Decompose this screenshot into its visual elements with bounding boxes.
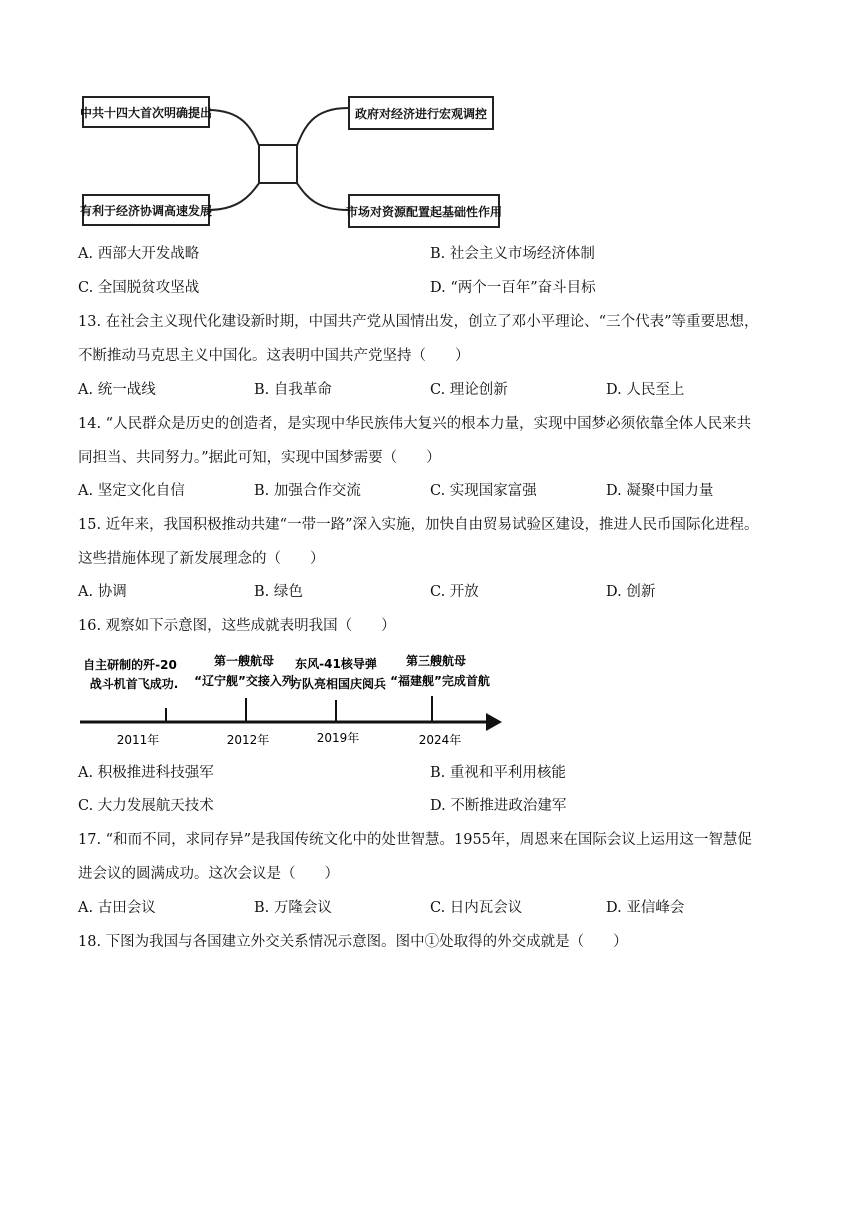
timeline-event-2019-line1: 东风-41核导弹 xyxy=(295,657,377,671)
timeline-year-2019: 2019年 xyxy=(316,731,360,745)
q15-option-a: A. 协调 xyxy=(78,584,127,600)
q12-option-d: D. “两个一百年”奋斗目标 xyxy=(430,280,596,296)
q14-option-c: C. 实现国家富强 xyxy=(430,483,537,499)
mindmap-figure xyxy=(82,88,502,238)
timeline-year-2012: 2012年 xyxy=(226,733,270,747)
q17-option-a: A. 古田会议 xyxy=(78,900,156,916)
q16-stem-line1: 16. 观察如下示意图，这些成就表明我国（ ） xyxy=(78,618,396,634)
q14-option-a: A. 坚定文化自信 xyxy=(78,483,185,499)
q14-stem-line1: 14. “人民群众是历史的创造者，是实现中华民族伟大复兴的根本力量，实现中国梦必须依靠全体人民来共 xyxy=(78,416,752,432)
timeline-event-2019 xyxy=(290,656,386,745)
timeline-arrow-icon xyxy=(486,713,502,731)
q13-option-a: A. 统一战线 xyxy=(78,382,156,398)
mindmap-node-top-left: 中共十四大首次明确提出 xyxy=(82,96,210,128)
timeline-event-2024-line2: “福建舰”完成首航 xyxy=(390,674,490,688)
q13-option-d: D. 人民至上 xyxy=(606,382,685,398)
mindmap-center-blank xyxy=(258,144,298,184)
q12-option-b: B. 社会主义市场经济体制 xyxy=(430,246,595,262)
q16-option-d: D. 不断推进政治建军 xyxy=(430,798,567,814)
timeline-event-2019-line2: 方队亮相国庆阅兵 xyxy=(289,677,387,691)
timeline-event-2011-line1: 自主研制的歼-20 xyxy=(83,658,177,672)
q13-stem-line2: 不断推动马克思主义中国化。这表明中国共产党坚持（ ） xyxy=(78,348,470,364)
timeline-event-2024 xyxy=(390,653,490,747)
q13-option-b: B. 自我革命 xyxy=(254,382,332,398)
q17-stem-line2: 进会议的圆满成功。这次会议是（ ） xyxy=(78,866,339,882)
timeline-event-2011-line2: 战斗机首飞成功. xyxy=(89,677,179,691)
q15-option-c: C. 开放 xyxy=(430,584,479,600)
q15-stem-line1: 15. 近年来，我国积极推动共建“一带一路”深入实施，加快自由贸易试验区建设，推进人民币国际化进程。 xyxy=(78,517,759,533)
timeline-year-2011: 2011年 xyxy=(116,733,160,747)
q15-option-d: D. 创新 xyxy=(606,584,656,600)
timeline-event-2011 xyxy=(83,657,178,747)
q13-option-c: C. 理论创新 xyxy=(430,382,508,398)
q16-option-a: A. 积极推进科技强军 xyxy=(78,765,214,781)
q17-option-c: C. 日内瓦会议 xyxy=(430,900,523,916)
q15-option-b: B. 绿色 xyxy=(254,584,303,600)
timeline-event-2012-line1: 第一艘航母 xyxy=(213,654,275,668)
q17-option-b: B. 万隆会议 xyxy=(254,900,332,916)
q12-option-c: C. 全国脱贫攻坚战 xyxy=(78,280,200,296)
q16-option-b: B. 重视和平利用核能 xyxy=(430,765,566,781)
mindmap-node-bottom-right: 市场对资源配置起基础性作用 xyxy=(348,194,500,228)
q14-stem-line2: 同担当、共同努力。”据此可知，实现中国梦需要（ ） xyxy=(78,450,441,466)
mindmap-node-bottom-left: 有利于经济协调高速发展 xyxy=(82,194,210,226)
q16-timeline-figure xyxy=(78,648,508,753)
mindmap-node-top-right: 政府对经济进行宏观调控 xyxy=(348,96,494,130)
q17-option-d: D. 亚信峰会 xyxy=(606,900,685,916)
timeline-event-2024-line1: 第三艘航母 xyxy=(405,654,467,668)
timeline-year-2024: 2024年 xyxy=(418,733,462,747)
q14-option-b: B. 加强合作交流 xyxy=(254,483,361,499)
timeline-event-2012 xyxy=(194,653,294,747)
q14-option-d: D. 凝聚中国力量 xyxy=(606,483,714,499)
q13-stem-line1: 13. 在社会主义现代化建设新时期，中国共产党从国情出发，创立了邓小平理论、“三个代表”等重要思想， xyxy=(78,314,759,330)
q15-stem-line2: 这些措施体现了新发展理念的（ ） xyxy=(78,551,325,567)
q16-option-c: C. 大力发展航天技术 xyxy=(78,798,214,814)
q18-stem-line1: 18. 下图为我国与各国建立外交关系情况示意图。图中①处取得的外交成就是（ ） xyxy=(78,934,628,950)
q12-option-a: A. 西部大开发战略 xyxy=(78,246,200,262)
timeline-event-2012-line2: “辽宁舰”交接入列 xyxy=(194,674,294,688)
q17-stem-line1: 17. “和而不同，求同存异”是我国传统文化中的处世智慧。1955年，周恩来在国际会议上运用这一智慧促 xyxy=(78,832,752,848)
